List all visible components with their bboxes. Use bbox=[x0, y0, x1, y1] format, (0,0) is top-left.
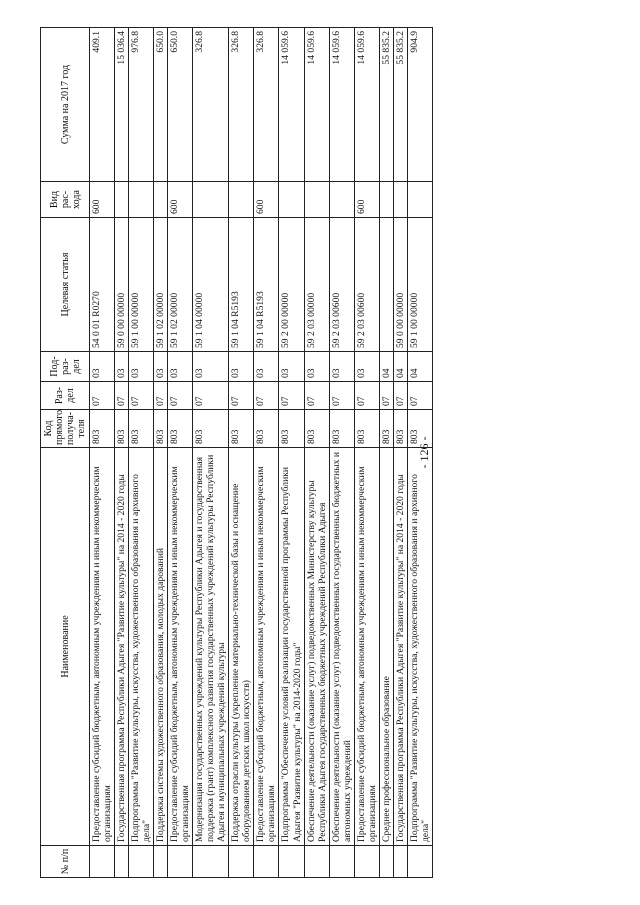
cell-sum: 650.0 bbox=[168, 28, 193, 182]
cell-target-article: 59 1 04 R5193 bbox=[254, 218, 279, 352]
cell-expense-type bbox=[115, 182, 129, 218]
header-recipient-code: Код прямого получа-теля bbox=[41, 410, 90, 448]
cell-num bbox=[129, 846, 154, 878]
cell-target-article: 59 0 00 00000 bbox=[115, 218, 129, 352]
cell-section: 07 bbox=[407, 382, 432, 410]
cell-name: Предоставление субсидий бюджетным, автономным учреждениям и иным некоммерческим организациям bbox=[254, 448, 279, 846]
cell-name: Государственная программа Республики Адыгея "Развитие культуры" на 2014 - 2020 годы bbox=[393, 448, 407, 846]
cell-name: Среднее профессиональное образование bbox=[379, 448, 393, 846]
cell-section: 07 bbox=[90, 382, 115, 410]
cell-expense-type: 600 bbox=[168, 182, 193, 218]
cell-section: 07 bbox=[193, 382, 229, 410]
cell-subsection: 04 bbox=[407, 352, 432, 382]
cell-recipient-code: 803 bbox=[354, 410, 379, 448]
cell-subsection: 04 bbox=[379, 352, 393, 382]
cell-num bbox=[193, 846, 229, 878]
cell-subsection: 03 bbox=[90, 352, 115, 382]
cell-num bbox=[304, 846, 329, 878]
cell-section: 07 bbox=[393, 382, 407, 410]
cell-expense-type: 600 bbox=[354, 182, 379, 218]
table-row bbox=[168, 28, 193, 878]
cell-recipient-code: 803 bbox=[254, 410, 279, 448]
cell-name: Подпрограмма "Развитие культуры, искусства, художественного образования и архивного дела" bbox=[129, 448, 154, 846]
table-row bbox=[393, 28, 407, 878]
table-row bbox=[354, 28, 379, 878]
cell-num bbox=[254, 846, 279, 878]
cell-sum: 650.0 bbox=[154, 28, 168, 182]
cell-target-article: 59 1 04 R5193 bbox=[229, 218, 254, 352]
cell-sum: 326.8 bbox=[254, 28, 279, 182]
header-name: Наименование bbox=[41, 448, 90, 846]
cell-sum: 14 059.6 bbox=[279, 28, 304, 182]
cell-num bbox=[393, 846, 407, 878]
cell-expense-type bbox=[393, 182, 407, 218]
table-row bbox=[379, 28, 393, 878]
cell-expense-type bbox=[229, 182, 254, 218]
cell-expense-type: 600 bbox=[254, 182, 279, 218]
header-target-article: Целевая статья bbox=[41, 218, 90, 352]
cell-expense-type bbox=[407, 182, 432, 218]
cell-num bbox=[279, 846, 304, 878]
cell-num bbox=[115, 846, 129, 878]
cell-section: 07 bbox=[379, 382, 393, 410]
cell-section: 07 bbox=[329, 382, 354, 410]
cell-target-article: 59 1 00 00000 bbox=[129, 218, 154, 352]
cell-target-article: 59 2 03 00600 bbox=[329, 218, 354, 352]
cell-subsection: 03 bbox=[254, 352, 279, 382]
cell-sum: 409.1 bbox=[90, 28, 115, 182]
cell-sum: 55 835.2 bbox=[379, 28, 393, 182]
cell-subsection: 03 bbox=[168, 352, 193, 382]
cell-sum: 15 036.4 bbox=[115, 28, 129, 182]
cell-recipient-code: 803 bbox=[407, 410, 432, 448]
cell-section: 07 bbox=[154, 382, 168, 410]
cell-sum: 326.8 bbox=[193, 28, 229, 182]
cell-subsection: 04 bbox=[393, 352, 407, 382]
cell-subsection: 03 bbox=[193, 352, 229, 382]
cell-subsection: 03 bbox=[279, 352, 304, 382]
cell-sum: 55 835.2 bbox=[393, 28, 407, 182]
cell-subsection: 03 bbox=[304, 352, 329, 382]
cell-section: 07 bbox=[254, 382, 279, 410]
cell-sum: 976.8 bbox=[129, 28, 154, 182]
page-number: - 126 - bbox=[417, 436, 431, 469]
cell-name: Модернизация государственных учреждений культуры Республики Адыгея и государственная поддержка (грант) комплексного развития государственных учреждений культуры Республики Адыгея и муниципальных учреждений культуры bbox=[193, 448, 229, 846]
table-row bbox=[407, 28, 432, 878]
cell-recipient-code: 803 bbox=[168, 410, 193, 448]
cell-subsection: 03 bbox=[354, 352, 379, 382]
table-body bbox=[90, 28, 433, 878]
table-row bbox=[154, 28, 168, 878]
table-row bbox=[115, 28, 129, 878]
cell-expense-type bbox=[329, 182, 354, 218]
table-header-row bbox=[41, 28, 90, 878]
cell-name: Предоставление субсидий бюджетным, автономным учреждениям и иным некоммерческим организациям bbox=[90, 448, 115, 846]
cell-num bbox=[379, 846, 393, 878]
cell-section: 07 bbox=[279, 382, 304, 410]
cell-target-article: 59 2 03 00000 bbox=[304, 218, 329, 352]
cell-name: Обеспечение деятельности (оказание услуг) подведомственных государственных бюджетных и автономных учреждений bbox=[329, 448, 354, 846]
cell-sum: 904.9 bbox=[407, 28, 432, 182]
cell-sum: 14 059.6 bbox=[329, 28, 354, 182]
cell-num bbox=[354, 846, 379, 878]
table-row bbox=[90, 28, 115, 878]
cell-name: Государственная программа Республики Адыгея "Развитие культуры" на 2014 - 2020 годы bbox=[115, 448, 129, 846]
header-expense-type: Вид рас-хода bbox=[41, 182, 90, 218]
table-row bbox=[254, 28, 279, 878]
cell-recipient-code: 803 bbox=[379, 410, 393, 448]
cell-expense-type: 600 bbox=[90, 182, 115, 218]
cell-target-article: 59 1 04 00000 bbox=[193, 218, 229, 352]
cell-recipient-code: 803 bbox=[279, 410, 304, 448]
cell-recipient-code: 803 bbox=[229, 410, 254, 448]
cell-name: Обеспечение деятельности (оказание услуг) подведомственных Министерству культуры Республики Адыгея государственных бюджетных учреждений Республики Адыгея bbox=[304, 448, 329, 846]
cell-recipient-code: 803 bbox=[329, 410, 354, 448]
cell-recipient-code: 803 bbox=[393, 410, 407, 448]
cell-subsection: 03 bbox=[329, 352, 354, 382]
cell-target-article bbox=[379, 218, 393, 352]
cell-subsection: 03 bbox=[129, 352, 154, 382]
header-sum-2017: Сумма на 2017 год bbox=[41, 28, 90, 182]
cell-section: 07 bbox=[354, 382, 379, 410]
cell-recipient-code: 803 bbox=[90, 410, 115, 448]
header-section: Раз-дел bbox=[41, 382, 90, 410]
cell-expense-type bbox=[154, 182, 168, 218]
cell-name: Поддержка отрасли культуры (укрепление материально-технической базы и оснащение оборудованием детских школ искусств) bbox=[229, 448, 254, 846]
cell-name: Подпрограмма "Развитие культуры, искусства, художественного образования и архивного дела" bbox=[407, 448, 432, 846]
cell-sum: 14 059.6 bbox=[304, 28, 329, 182]
cell-subsection: 03 bbox=[154, 352, 168, 382]
cell-name: Предоставление субсидий бюджетным, автономным учреждениям и иным некоммерческим организациям bbox=[354, 448, 379, 846]
header-subsection: Под-раз-дел bbox=[41, 352, 90, 382]
cell-expense-type bbox=[193, 182, 229, 218]
cell-recipient-code: 803 bbox=[129, 410, 154, 448]
table-row bbox=[129, 28, 154, 878]
cell-num bbox=[154, 846, 168, 878]
cell-sum: 326.8 bbox=[229, 28, 254, 182]
cell-name: Подпрограмма "Обеспечение условий реализации государственной программы Республики Адыгея "Развитие культуры" на 2014-2020 годы" bbox=[279, 448, 304, 846]
cell-name: Поддержка системы художественного образования, молодых дарований bbox=[154, 448, 168, 846]
cell-target-article: 59 1 02 00000 bbox=[154, 218, 168, 352]
cell-section: 07 bbox=[168, 382, 193, 410]
cell-recipient-code: 803 bbox=[193, 410, 229, 448]
cell-num bbox=[407, 846, 432, 878]
cell-target-article: 59 1 02 00000 bbox=[168, 218, 193, 352]
cell-name: Предоставление субсидий бюджетным, автономным учреждениям и иным некоммерческим организациям bbox=[168, 448, 193, 846]
cell-target-article: 59 2 03 00600 bbox=[354, 218, 379, 352]
cell-recipient-code: 803 bbox=[304, 410, 329, 448]
cell-target-article: 59 2 00 00000 bbox=[279, 218, 304, 352]
table-row bbox=[229, 28, 254, 878]
cell-num bbox=[229, 846, 254, 878]
cell-target-article: 59 0 00 00000 bbox=[393, 218, 407, 352]
cell-section: 07 bbox=[115, 382, 129, 410]
cell-target-article: 59 1 00 00000 bbox=[407, 218, 432, 352]
budget-table bbox=[40, 27, 433, 878]
cell-expense-type bbox=[304, 182, 329, 218]
cell-expense-type bbox=[379, 182, 393, 218]
cell-target-article: 54 0 01 R0270 bbox=[90, 218, 115, 352]
table-row bbox=[304, 28, 329, 878]
cell-num bbox=[329, 846, 354, 878]
table-row bbox=[193, 28, 229, 878]
cell-recipient-code: 803 bbox=[154, 410, 168, 448]
cell-section: 07 bbox=[129, 382, 154, 410]
cell-expense-type bbox=[279, 182, 304, 218]
cell-sum: 14 059.6 bbox=[354, 28, 379, 182]
header-num: № п/п bbox=[41, 846, 90, 878]
cell-recipient-code: 803 bbox=[115, 410, 129, 448]
table-row bbox=[329, 28, 354, 878]
table-row bbox=[279, 28, 304, 878]
cell-num bbox=[168, 846, 193, 878]
cell-expense-type bbox=[129, 182, 154, 218]
cell-section: 07 bbox=[229, 382, 254, 410]
cell-subsection: 03 bbox=[115, 352, 129, 382]
cell-num bbox=[90, 846, 115, 878]
cell-subsection: 03 bbox=[229, 352, 254, 382]
cell-section: 07 bbox=[304, 382, 329, 410]
